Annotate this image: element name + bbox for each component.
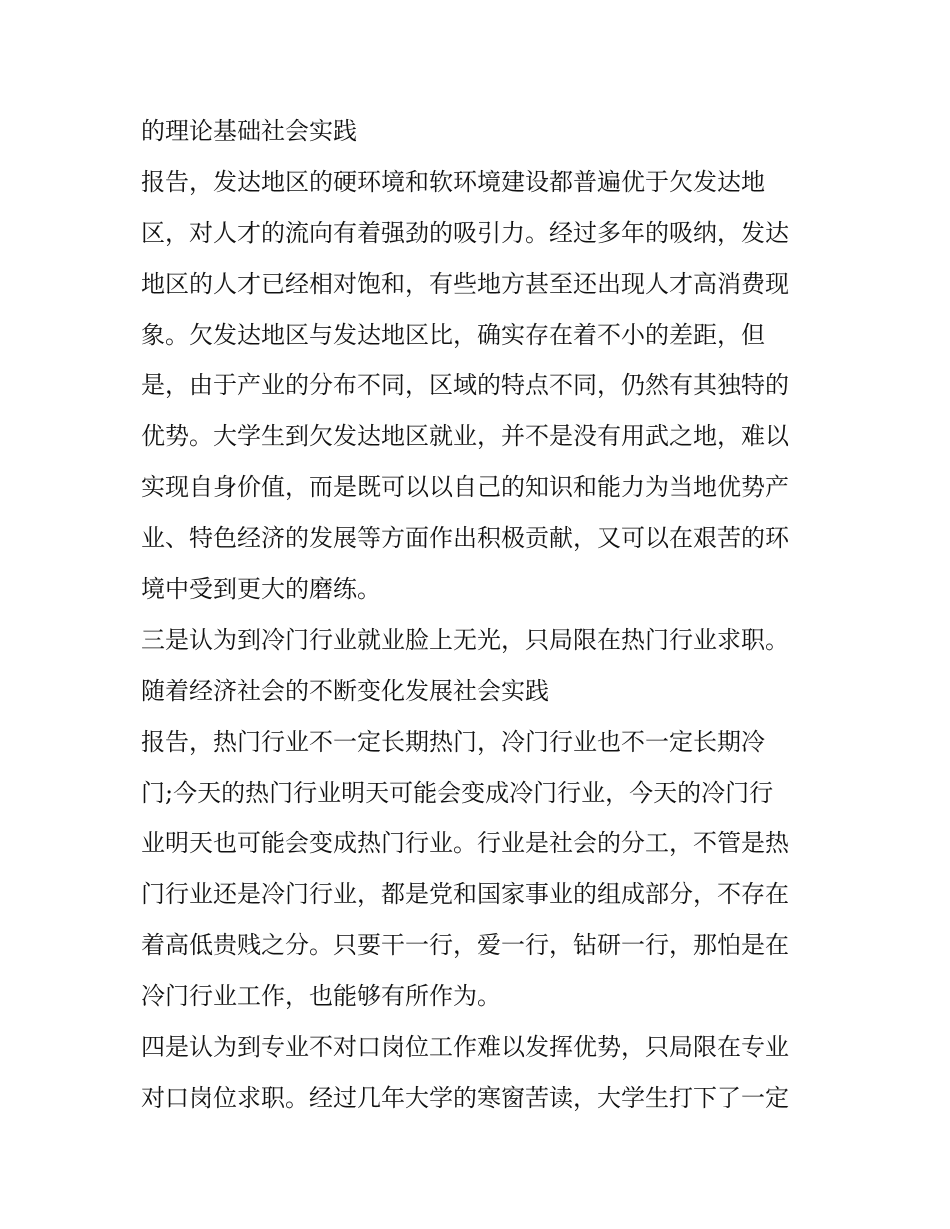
- text-line: 门行业还是冷门行业，都是党和国家事业的组成部分，不存在: [141, 880, 789, 909]
- text-line: 业、特色经济的发展等方面作出积极贡献，又可以在艰苦的环: [141, 524, 789, 553]
- text-line: 区，对人才的流向有着强劲的吸引力。经过多年的吸纳，发达: [141, 218, 789, 247]
- document-body: [141, 106, 821, 1124]
- text-line: 着高低贵贱之分。只要干一行，爱一行，钻研一行，那怕是在: [141, 931, 789, 960]
- text-line: 报告，发达地区的硬环境和软环境建设都普遍优于欠发达地: [141, 167, 765, 196]
- text-line: 随着经济社会的不断变化发展社会实践: [141, 676, 549, 705]
- text-line: 境中受到更大的磨练。: [141, 575, 381, 604]
- text-line: 报告，热门行业不一定长期热门，冷门行业也不一定长期冷: [141, 727, 765, 756]
- text-line: 的理论基础社会实践: [141, 117, 357, 145]
- text-line: 是，由于产业的分布不同，区域的特点不同，仍然有其独特的: [141, 371, 789, 400]
- text-line: 象。欠发达地区与发达地区比，确实存在着不小的差距，但: [141, 320, 765, 349]
- text-line: 地区的人才已经相对饱和，有些地方甚至还出现人才高消费现: [141, 269, 789, 298]
- text-line: 三是认为到冷门行业就业脸上无光，只局限在热门行业求职。: [141, 625, 789, 654]
- text-line: 对口岗位求职。经过几年大学的寒窗苦读，大学生打下了一定: [141, 1083, 789, 1112]
- text-line: 业明天也可能会变成热门行业。行业是社会的分工，不管是热: [141, 829, 789, 858]
- text-line: 四是认为到专业不对口岗位工作难以发挥优势，只局限在专业: [141, 1033, 789, 1062]
- text-line: 优势。大学生到欠发达地区就业，并不是没有用武之地，难以: [141, 422, 789, 451]
- text-line: 冷门行业工作，也能够有所作为。: [141, 982, 501, 1011]
- text-line: 门;今天的热门行业明天可能会变成冷门行业，今天的冷门行: [141, 778, 774, 807]
- text-line: 实现自身价值，而是既可以以自己的知识和能力为当地优势产: [141, 473, 789, 502]
